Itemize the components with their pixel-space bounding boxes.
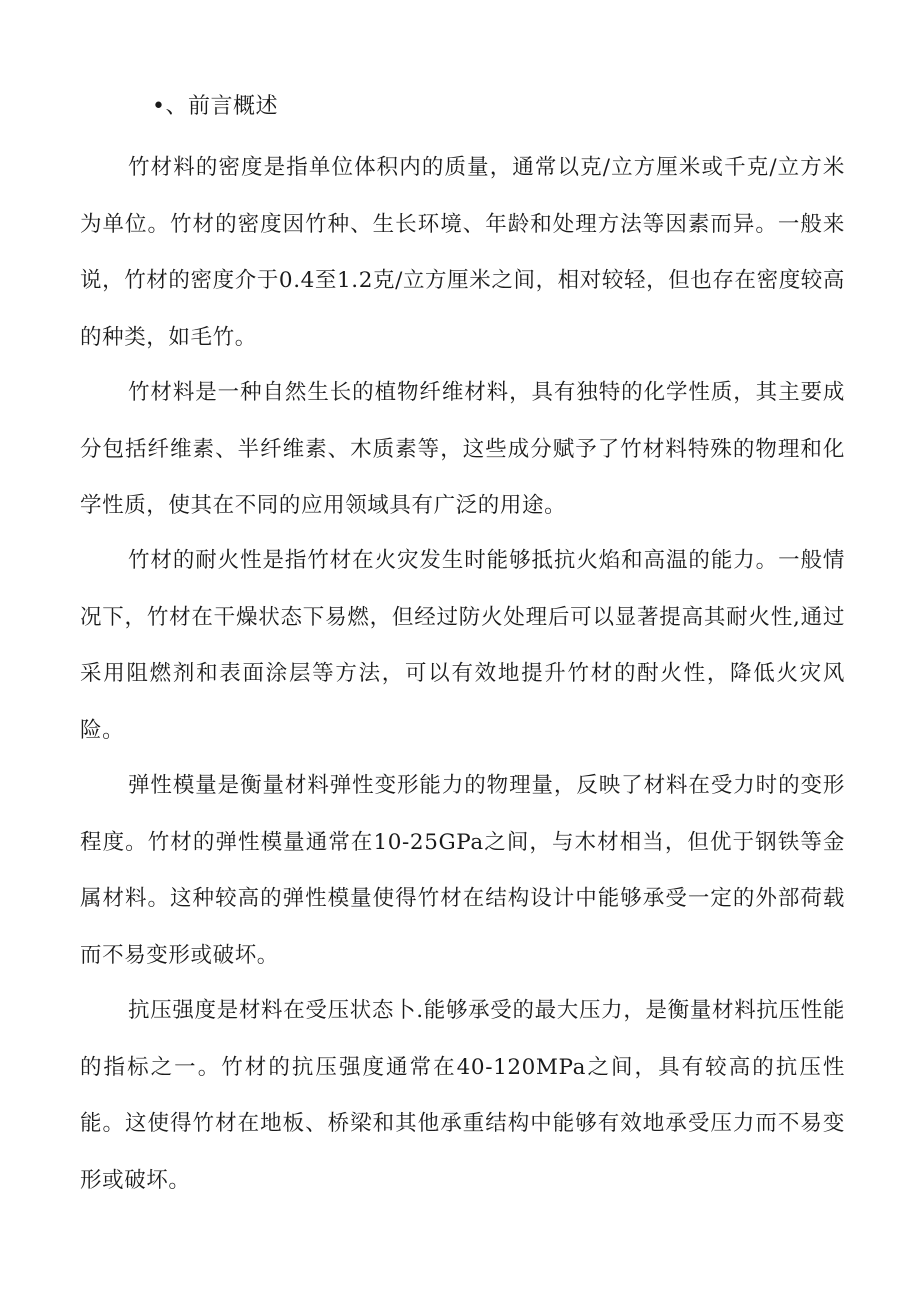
paragraph-elastic-modulus: 弹性模量是衡量材料弹性变形能力的物理量，反映了材料在受力时的变形程度。竹材的弹性模量通常在10-25GPa之间，与木材相当，但优于钢铁等金属材料。这种较高的弹性模量使得竹材在结构设计中能够承受一定的外部荷载而不易变形或破坏。	[80, 773, 845, 968]
paragraph-chemical-composition: 竹材料是一种自然生长的植物纤维材料，具有独特的化学性质，其主要成分包括纤维素、半纤维素、木质素等，这些成分赋予了竹材料特殊的物理和化学性质，使其在不同的应用领域具有广泛的用途。	[80, 380, 845, 518]
paragraph-density: 竹材料的密度是指单位体积内的质量，通常以克/立方厘米或千克/立方米为单位。竹材的密度因竹种、生长环境、年龄和处理方法等因素而异。一般来说，竹材的密度介于0.4至1.2克/立方厘米之间，相对较轻，但也存在密度较高的种类，如毛竹。	[80, 155, 845, 350]
section-heading: •、前言概述	[152, 94, 278, 119]
paragraph-fire-resistance: 竹材的耐火性是指竹材在火灾发生时能够抵抗火焰和高温的能力。一般情况下，竹材在干燥状态下易燃，但经过防火处理后可以显著提高其耐火性,通过采用阻燃剂和表面涂层等方法，可以有效地提升竹材的酎火性，降低火灾风险。	[80, 548, 845, 743]
paragraph-compressive-strength: 抗压强度是材料在受压状态卜.能够承受的最大压力，是衡量材料抗压性能的指标之一。竹材的抗压强度通常在40-120MPa之间，具有较高的抗压性能。这使得竹材在地板、桥梁和其他承重结构中能够有效地承受压力而不易变形或破坏。	[80, 998, 845, 1193]
